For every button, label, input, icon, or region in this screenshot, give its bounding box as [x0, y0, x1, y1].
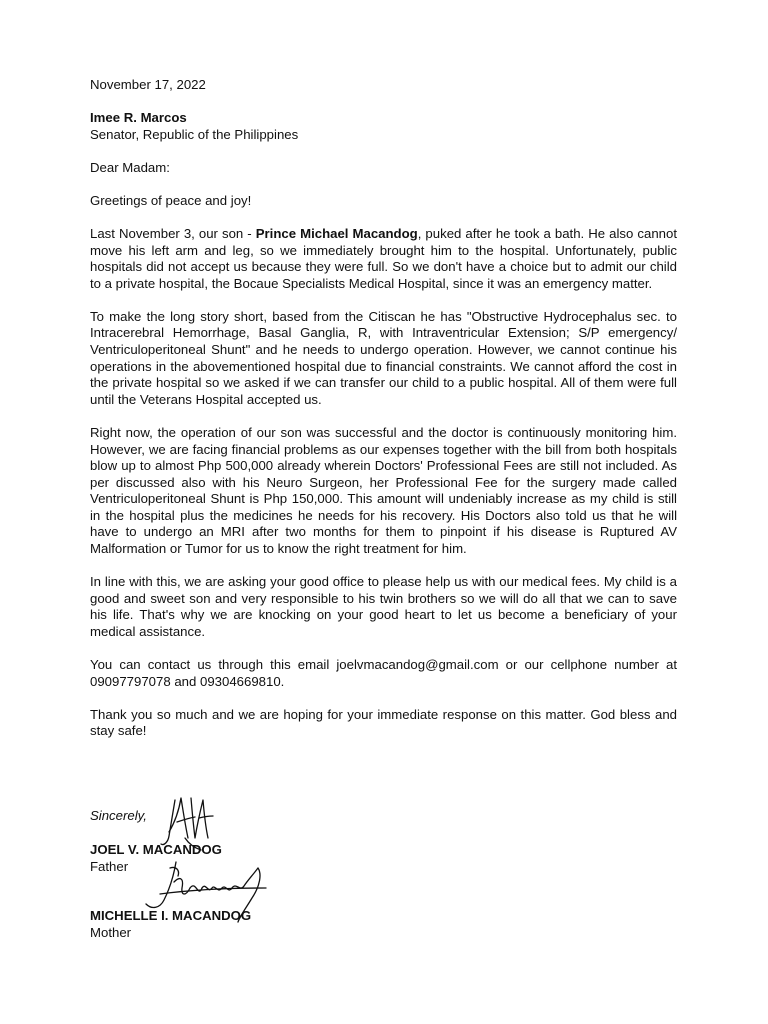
signer-father-name: JOEL V. MACANDOG — [90, 842, 222, 857]
paragraph-incident — [90, 226, 677, 292]
signature-block — [90, 808, 390, 940]
recipient-title: Senator, Republic of the Philippines — [90, 126, 299, 142]
signer-mother-role: Mother — [90, 924, 132, 940]
letter-date: November 17, 2022 — [90, 77, 206, 92]
patient-name: Prince Michael Macandog — [255, 225, 418, 241]
paragraph-request: In line with this, we are asking your good office to please help us with our medical fees. My child is a good and sweet son and very responsible to his twin brothers so we will do all that we can to save his life. That's why we are knocking on your good heart to let us become a beneficiary of your medical assistance. — [90, 574, 677, 639]
paragraph-incident-rest: , puked after he took a bath. He also cannot move his left arm and leg, so we immediately brought him to the hospital. Unfortunately, public hospitals did not accept us because they were full. So we don't have a choice but to admit our child to a private hospital, the Bocaue Specialists Medical Hospital, since it was an emergency matter. — [90, 225, 677, 291]
signer-mother-name: MICHELLE I. MACANDOG — [90, 908, 252, 923]
recipient-block — [90, 110, 677, 143]
signer-father — [90, 842, 222, 875]
recipient-name: Imee R. Marcos — [90, 110, 187, 126]
paragraph-financial: Right now, the operation of our son was successful and the doctor is continuously monitoring him. However, we are facing financial problems as our expenses together with the bill from both hospitals blow up to almost Php 500,000 already wherein Doctors' Professional Fees are still not included. As per discussed also with his Neuro Surgeon, her Professional Fee for the surgery made called Ventriculoperitoneal Shunt is Php 150,000. This amount will undeniably increase as my child is still in the hospital plus the medicines he needs for his recovery. His Doctors also told us that he will have to undergo an MRI after two months for them to pinpoint if his disease is Ruptured AV Malformation or Tumor for us to know the right treatment for him. — [90, 424, 677, 557]
greeting: Greetings of peace and joy! — [90, 192, 252, 208]
paragraph-contact: You can contact us through this email joelvmacandog@gmail.com or our cellphone number at 09097797078 and 09304669810. — [90, 657, 677, 689]
paragraph-thanks: Thank you so much and we are hoping for your immediate response on this matter. God bless and stay safe! — [90, 706, 677, 739]
signer-father-role: Father — [90, 858, 129, 874]
salutation: Dear Madam: — [90, 159, 170, 175]
signer-mother — [90, 908, 251, 941]
closing-text: Sincerely, — [90, 808, 147, 823]
paragraph-incident-lead: Last November 3, our son - — [90, 225, 256, 241]
letter-body — [90, 77, 677, 756]
paragraph-diagnosis: To make the long story short, based from the Citiscan he has "Obstructive Hydrocephalus sec. to Intracerebral Hemorrhage, Basal Ganglia, R, with Intraventricular Extension; S/P emergency/ Ventriculoperitoneal Shunt" and he needs to undergo operation. However, we cannot continue his operations in the abovementioned hospital due to financial constraints. We cannot afford the cost in the private hospital so we asked if we can transfer our child to a public hospital. All of them were full until the Veterans Hospital accepted us. — [90, 308, 677, 407]
